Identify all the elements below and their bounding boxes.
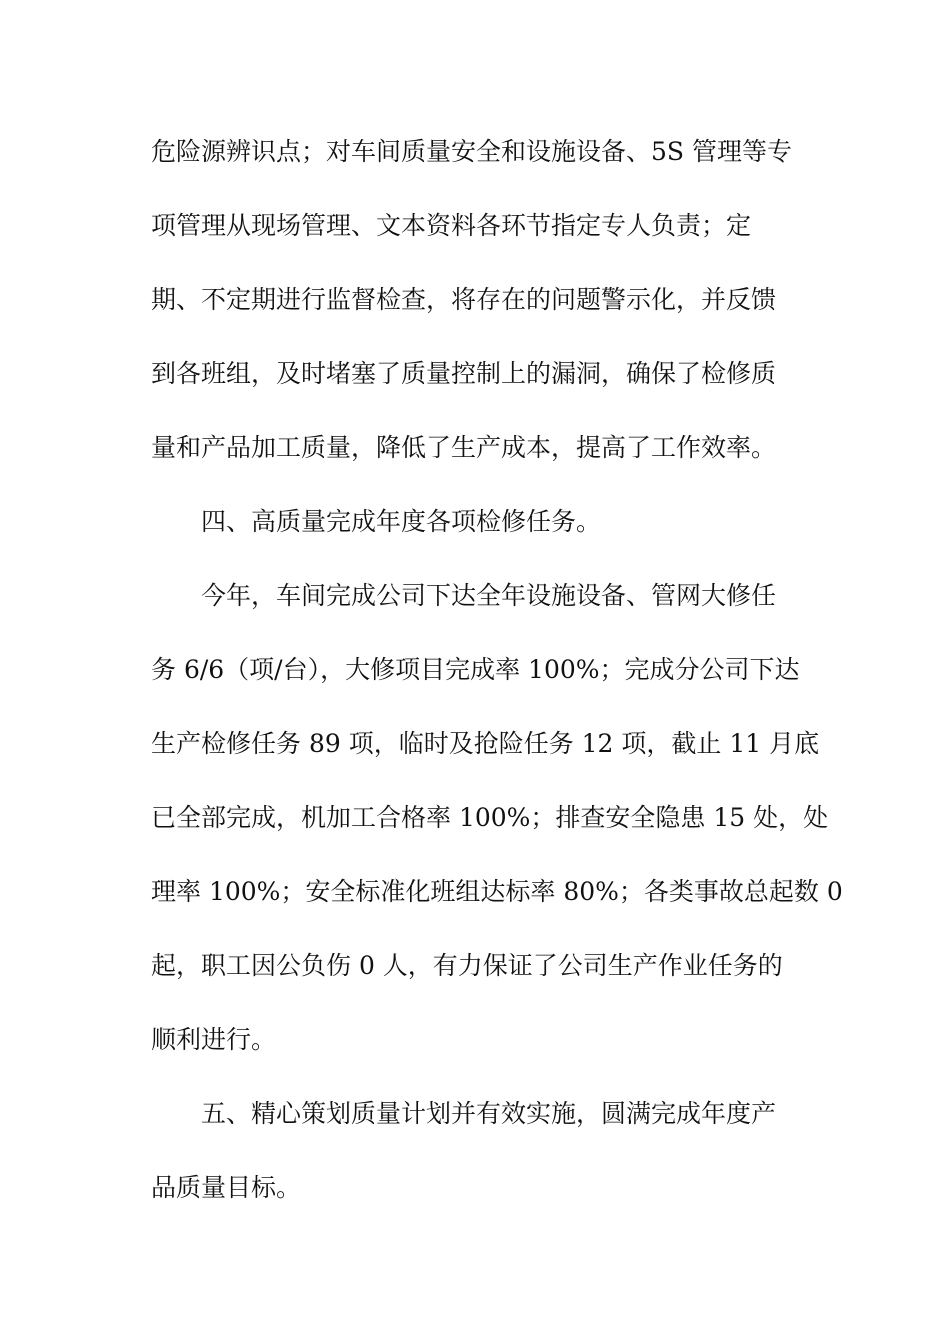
text-line-11: 理率 100%；安全标准化班组达标率 80%；各类事故总起数 0 (151, 877, 843, 906)
text-line-7: 今年，车间完成公司下达全年设施设备、管网大修任 (201, 581, 777, 610)
text-line-1: 危险源辨识点；对车间质量安全和设施设备、5S 管理等专 (151, 137, 792, 166)
text-line-15: 品质量目标。 (151, 1173, 302, 1202)
text-line-8: 务 6/6（项/台），大修项目完成率 100%；完成分公司下达 (151, 655, 800, 684)
section-heading-5: 五、精心策划质量计划并有效实施，圆满完成年度产 (201, 1099, 777, 1128)
section-heading-4: 四、高质量完成年度各项检修任务。 (201, 507, 602, 536)
body-text (151, 125, 843, 1235)
text-line-10: 已全部完成，机加工合格率 100%；排查安全隐患 15 处，处 (151, 803, 829, 832)
text-line-5: 量和产品加工质量，降低了生产成本，提高了工作效率。 (151, 433, 777, 462)
text-line-2: 项管理从现场管理、文本资料各环节指定专人负责；定 (151, 211, 752, 240)
text-line-9: 生产检修任务 89 项，临时及抢险任务 12 项，截止 11 月底 (151, 729, 820, 758)
text-line-3: 期、不定期进行监督检查，将存在的问题警示化，并反馈 (151, 285, 777, 314)
text-line-12: 起，职工因公负伤 0 人，有力保证了公司生产作业任务的 (151, 951, 783, 980)
text-line-13: 顺利进行。 (151, 1025, 277, 1054)
text-line-4: 到各班组，及时堵塞了质量控制上的漏洞，确保了检修质 (151, 359, 777, 388)
